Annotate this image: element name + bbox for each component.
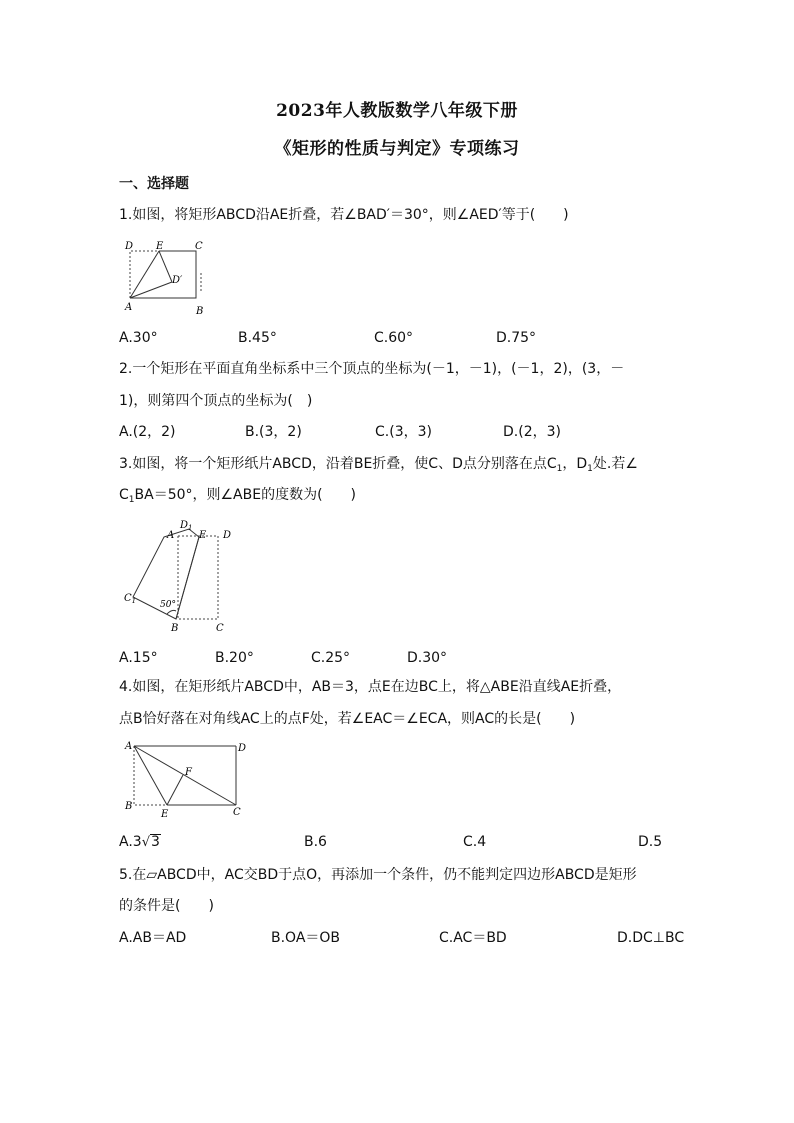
q1-option-c: C.60° <box>374 330 414 346</box>
segment-ed-prime <box>159 251 172 282</box>
q4-option-a: A.3√3 <box>119 834 160 850</box>
question-1-text: 1.如图，将矩形ABCD沿AE折叠，若∠BAD′＝30°，则∠AED′等于( ) <box>119 207 569 223</box>
rect-solid-edges <box>130 251 196 298</box>
label-D: D <box>125 241 134 252</box>
q4-option-b: B.6 <box>304 834 327 850</box>
label-angle: 50° <box>160 600 176 610</box>
question-2-line-1: 2.一个矩形在平面直角坐标系中三个顶点的坐标为(－1，－1)，(－1，2)，(3，－ <box>119 361 625 377</box>
q5-option-c: C.AC＝BD <box>439 930 507 946</box>
segment-ef <box>167 775 183 805</box>
q3-option-d: D.30° <box>407 650 448 666</box>
question-4-figure <box>119 737 254 822</box>
q1-option-d: D.75° <box>496 330 537 346</box>
label-D: D <box>238 743 247 754</box>
label-C: C <box>233 807 241 818</box>
label-A: A <box>167 530 175 541</box>
document-subtitle: 《矩形的性质与判定》专项练习 <box>274 139 520 159</box>
label-B: B <box>125 801 133 812</box>
label-F: F <box>185 767 192 778</box>
q4-option-c: C.4 <box>463 834 487 850</box>
q5-option-b: B.OA＝OB <box>271 930 341 946</box>
label-C: C <box>216 623 224 634</box>
question-3-line-1: 3.如图，将一个矩形纸片ABCD，沿着BE折叠，使C、D点分别落在点$C_1$，$D_1$处.若∠ <box>119 456 638 474</box>
q1-option-b: B.45° <box>238 330 277 346</box>
label-A: A <box>125 302 133 313</box>
q2-option-b: B.(3，2) <box>245 424 302 440</box>
question-1-figure <box>119 238 214 318</box>
angle-arc <box>167 610 176 614</box>
label-B: B <box>196 306 204 317</box>
label-C1: $C_1$ <box>124 593 137 605</box>
original-rect-dashed <box>178 536 218 619</box>
label-E: E <box>156 241 164 252</box>
q2-option-c: C.(3，3) <box>375 424 432 440</box>
section-heading: 一、选择题 <box>119 176 189 192</box>
q2-option-a: A.(2，2) <box>119 424 176 440</box>
label-D: D <box>223 530 232 541</box>
q2-option-d: D.(2，3) <box>503 424 561 440</box>
segment-ad-prime <box>130 282 172 298</box>
label-E: E <box>199 530 207 541</box>
label-B: B <box>171 623 179 634</box>
fold-line-be <box>176 537 199 619</box>
q3-option-a: A.15° <box>119 650 158 666</box>
label-D-prime: D′ <box>172 275 183 286</box>
label-C: C <box>195 241 203 252</box>
fold-line-ae <box>134 746 167 805</box>
question-2-line-2: 1)，则第四个顶点的坐标为( ) <box>119 393 313 409</box>
question-4-line-2: 点B恰好落在对角线AC上的点F处，若∠EAC＝∠ECA，则AC的长是( ) <box>119 711 576 727</box>
label-E: E <box>161 809 169 820</box>
question-5-line-2: 的条件是( ) <box>119 898 214 914</box>
question-3-line-2: $C_1BA=50^\circ$，则∠ABE的度数为( ) <box>119 487 357 505</box>
label-A: A <box>125 741 133 752</box>
q3-option-c: C.25° <box>311 650 351 666</box>
q1-option-a: A.30° <box>119 330 158 346</box>
q5-option-d: D.DC⊥BC <box>617 930 685 946</box>
fold-line-ae <box>130 251 159 298</box>
question-5-line-1: 5.在▱ABCD中，AC交BD于点O，再添加一个条件，仍不能判定四边形ABCD是矩形 <box>119 867 637 883</box>
label-D1: $D_1$ <box>180 520 193 532</box>
question-4-line-1: 4.如图，在矩形纸片ABCD中，AB＝3，点E在边BC上，将△ABE沿直线AE折叠， <box>119 679 622 695</box>
document-title: 2023年人教版数学八年级下册 <box>276 101 518 121</box>
q4-option-d: D.5 <box>638 834 663 850</box>
q3-option-b: B.20° <box>215 650 254 666</box>
question-3-figure <box>119 515 244 640</box>
q5-option-a: A.AB＝AD <box>119 930 187 946</box>
